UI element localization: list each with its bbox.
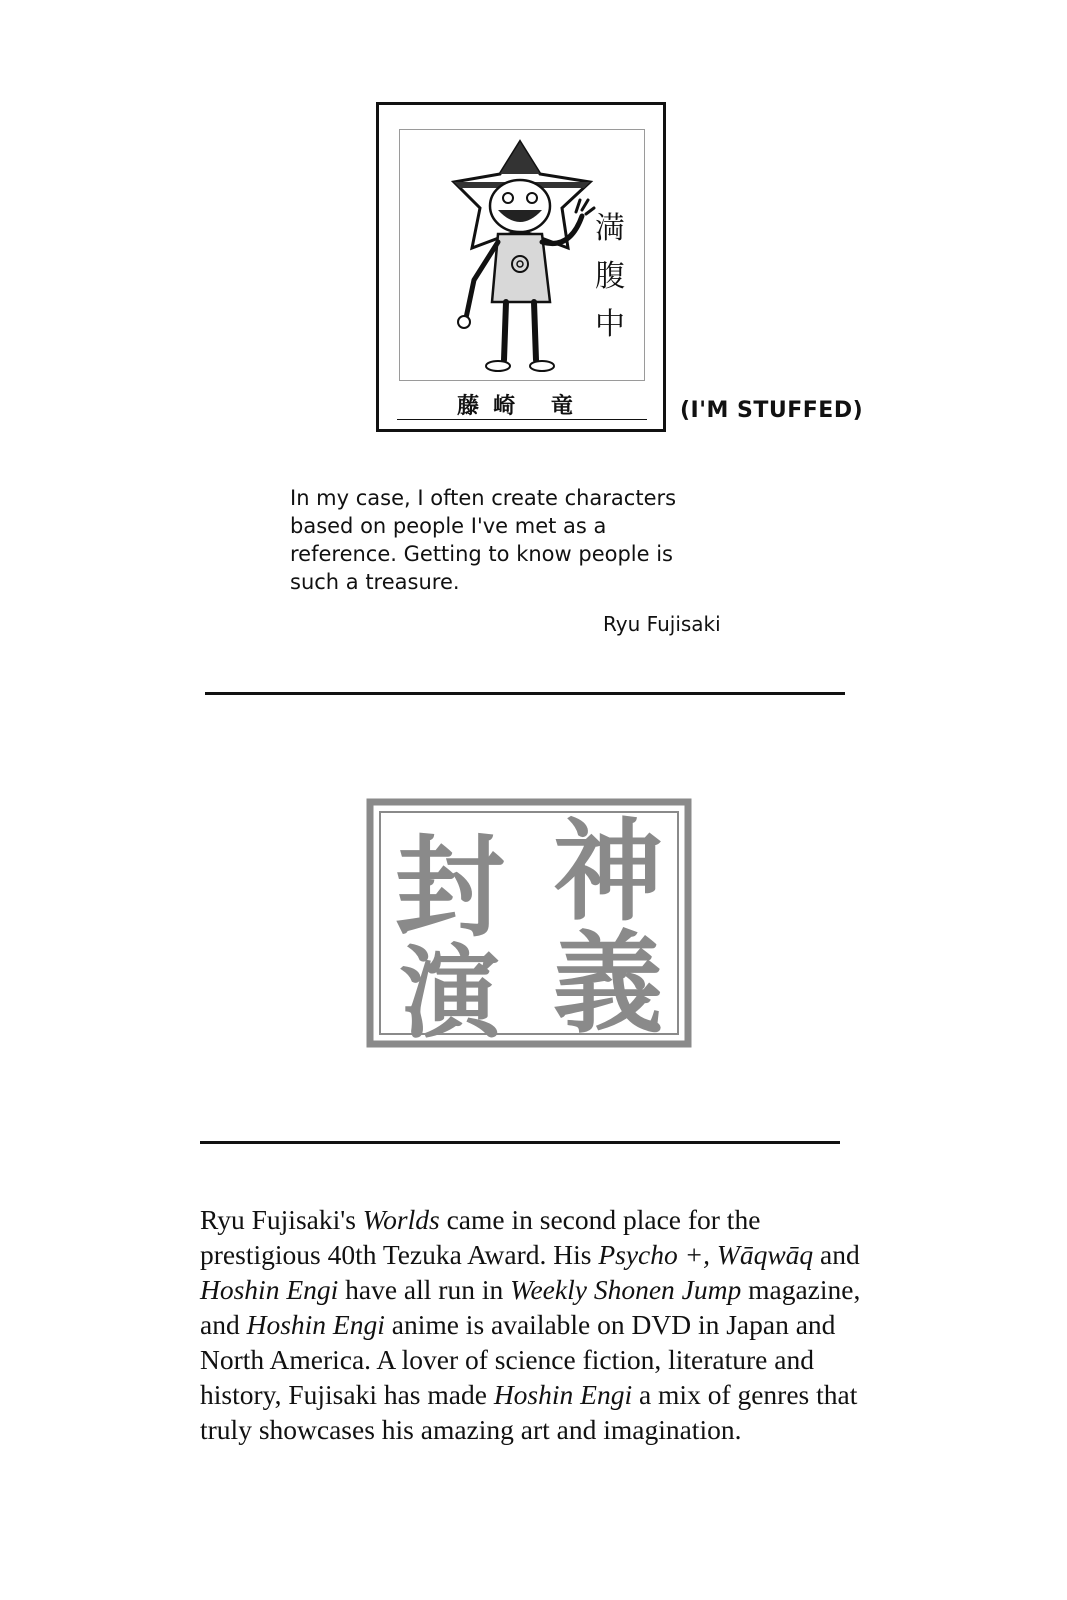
- svg-text:義: 義: [553, 919, 663, 1048]
- author-comment: [290, 484, 760, 596]
- hoshin-engi-seal-icon: [366, 798, 692, 1048]
- svg-text:神: 神: [553, 807, 663, 936]
- comment-signature: Ryu Fujisaki: [603, 612, 721, 636]
- artist-name-japanese: 藤崎 竜: [397, 389, 647, 420]
- divider-bottom: [200, 1141, 840, 1144]
- comment-line: In my case, I often create characters: [290, 486, 677, 510]
- author-portrait-frame: [376, 102, 666, 432]
- bio-line: prestigious 40th Tezuka Award. His Psycho +, Wāqwāq and: [200, 1239, 860, 1270]
- divider-top: [205, 692, 845, 695]
- comment-line: reference. Getting to know people is: [290, 542, 673, 566]
- bio-line: truly showcases his amazing art and imagination.: [200, 1414, 742, 1445]
- svg-text:封: 封: [395, 823, 505, 952]
- svg-text:中: 中: [595, 307, 625, 342]
- bio-line: North America. A lover of science fiction, literature and: [200, 1344, 814, 1375]
- author-portrait: [399, 129, 645, 381]
- svg-text:腹: 腹: [595, 259, 625, 294]
- bio-line: and Hoshin Engi anime is available on DVD in Japan and: [200, 1309, 836, 1340]
- author-bio: [200, 1202, 880, 1447]
- bio-line: Ryu Fujisaki's Worlds came in second place for the: [200, 1204, 761, 1235]
- portrait-caption: (I'M STUFFED): [680, 398, 864, 423]
- bio-line: history, Fujisaki has made Hoshin Engi a mix of genres that: [200, 1379, 858, 1410]
- author-caricature-icon: [400, 130, 646, 382]
- bio-line: Hoshin Engi have all run in Weekly Shonen Jump magazine,: [200, 1274, 861, 1305]
- comment-line: based on people I've met as a: [290, 514, 607, 538]
- svg-text:演: 演: [400, 934, 500, 1048]
- comment-line: such a treasure.: [290, 570, 460, 594]
- svg-text:満: 満: [595, 211, 625, 246]
